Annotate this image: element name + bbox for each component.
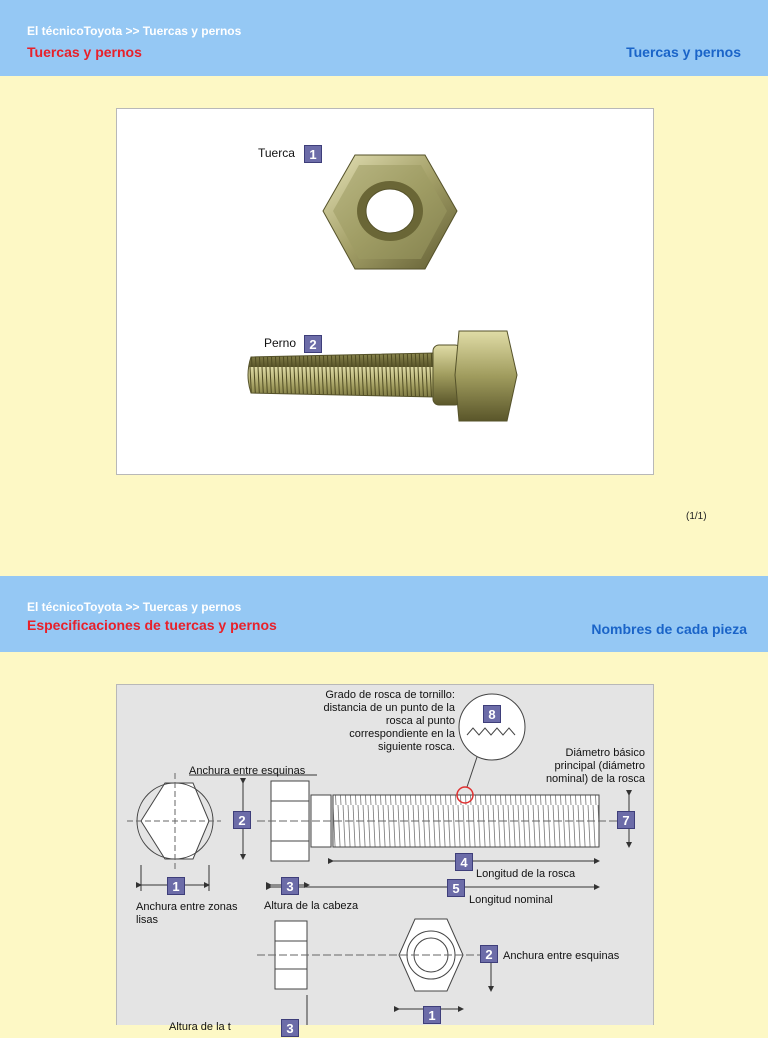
across-corners-label: Anchura entre esquinas xyxy=(189,765,306,777)
parts-diagram-panel xyxy=(116,684,654,1036)
nut-image xyxy=(315,151,465,276)
badge-8: 8 xyxy=(483,705,501,723)
badge-4: 4 xyxy=(455,853,473,871)
bolt-badge: 2 xyxy=(304,335,322,353)
badge-5: 5 xyxy=(447,879,465,897)
nut-badge-3: 3 xyxy=(281,1019,299,1037)
head-height-label: Altura de la cabeza xyxy=(264,900,359,912)
nut-badge-1: 1 xyxy=(423,1006,441,1024)
bolt-image xyxy=(245,327,525,427)
badge-3: 3 xyxy=(281,877,299,895)
pitch-label: Grado de rosca de tornillo: distancia de un punto de la rosca al punto correspondiente en la siguiente rosca. xyxy=(323,689,455,753)
header-section-2 xyxy=(0,576,768,652)
nut-across-corners-label: Anchura entre esquinas xyxy=(503,950,620,962)
nut-badge: 1 xyxy=(304,145,322,163)
nut-badge-2: 2 xyxy=(480,945,498,963)
page-title: Especificaciones de tuercas y pernos xyxy=(27,617,277,633)
nut-height-label: Altura de la t xyxy=(169,1021,231,1033)
badge-2: 2 xyxy=(233,811,251,829)
badge-7: 7 xyxy=(617,811,635,829)
header-section-1 xyxy=(0,0,768,76)
section-title: Nombres de cada pieza xyxy=(591,621,747,637)
page-title: Tuercas y pernos xyxy=(27,44,142,60)
bolt-label: Perno xyxy=(264,336,297,350)
breadcrumb[interactable]: El técnicoToyota >> Tuercas y pernos xyxy=(27,24,242,38)
section-title: Tuercas y pernos xyxy=(626,44,741,60)
across-flats-label: Anchura entre zonas lisas xyxy=(136,901,238,926)
nut-label: Tuerca xyxy=(258,146,295,160)
diameter-label: Diámetro básico principal (diámetro nominal) de la rosca xyxy=(545,747,645,785)
thread-length-label: Longitud de la rosca xyxy=(476,868,576,880)
breadcrumb[interactable]: El técnicoToyota >> Tuercas y pernos xyxy=(27,600,242,614)
badge-1: 1 xyxy=(167,877,185,895)
nominal-length-label: Longitud nominal xyxy=(469,894,553,906)
page-indicator: (1/1) xyxy=(686,511,707,522)
nut-bolt-photo-panel xyxy=(116,108,654,475)
